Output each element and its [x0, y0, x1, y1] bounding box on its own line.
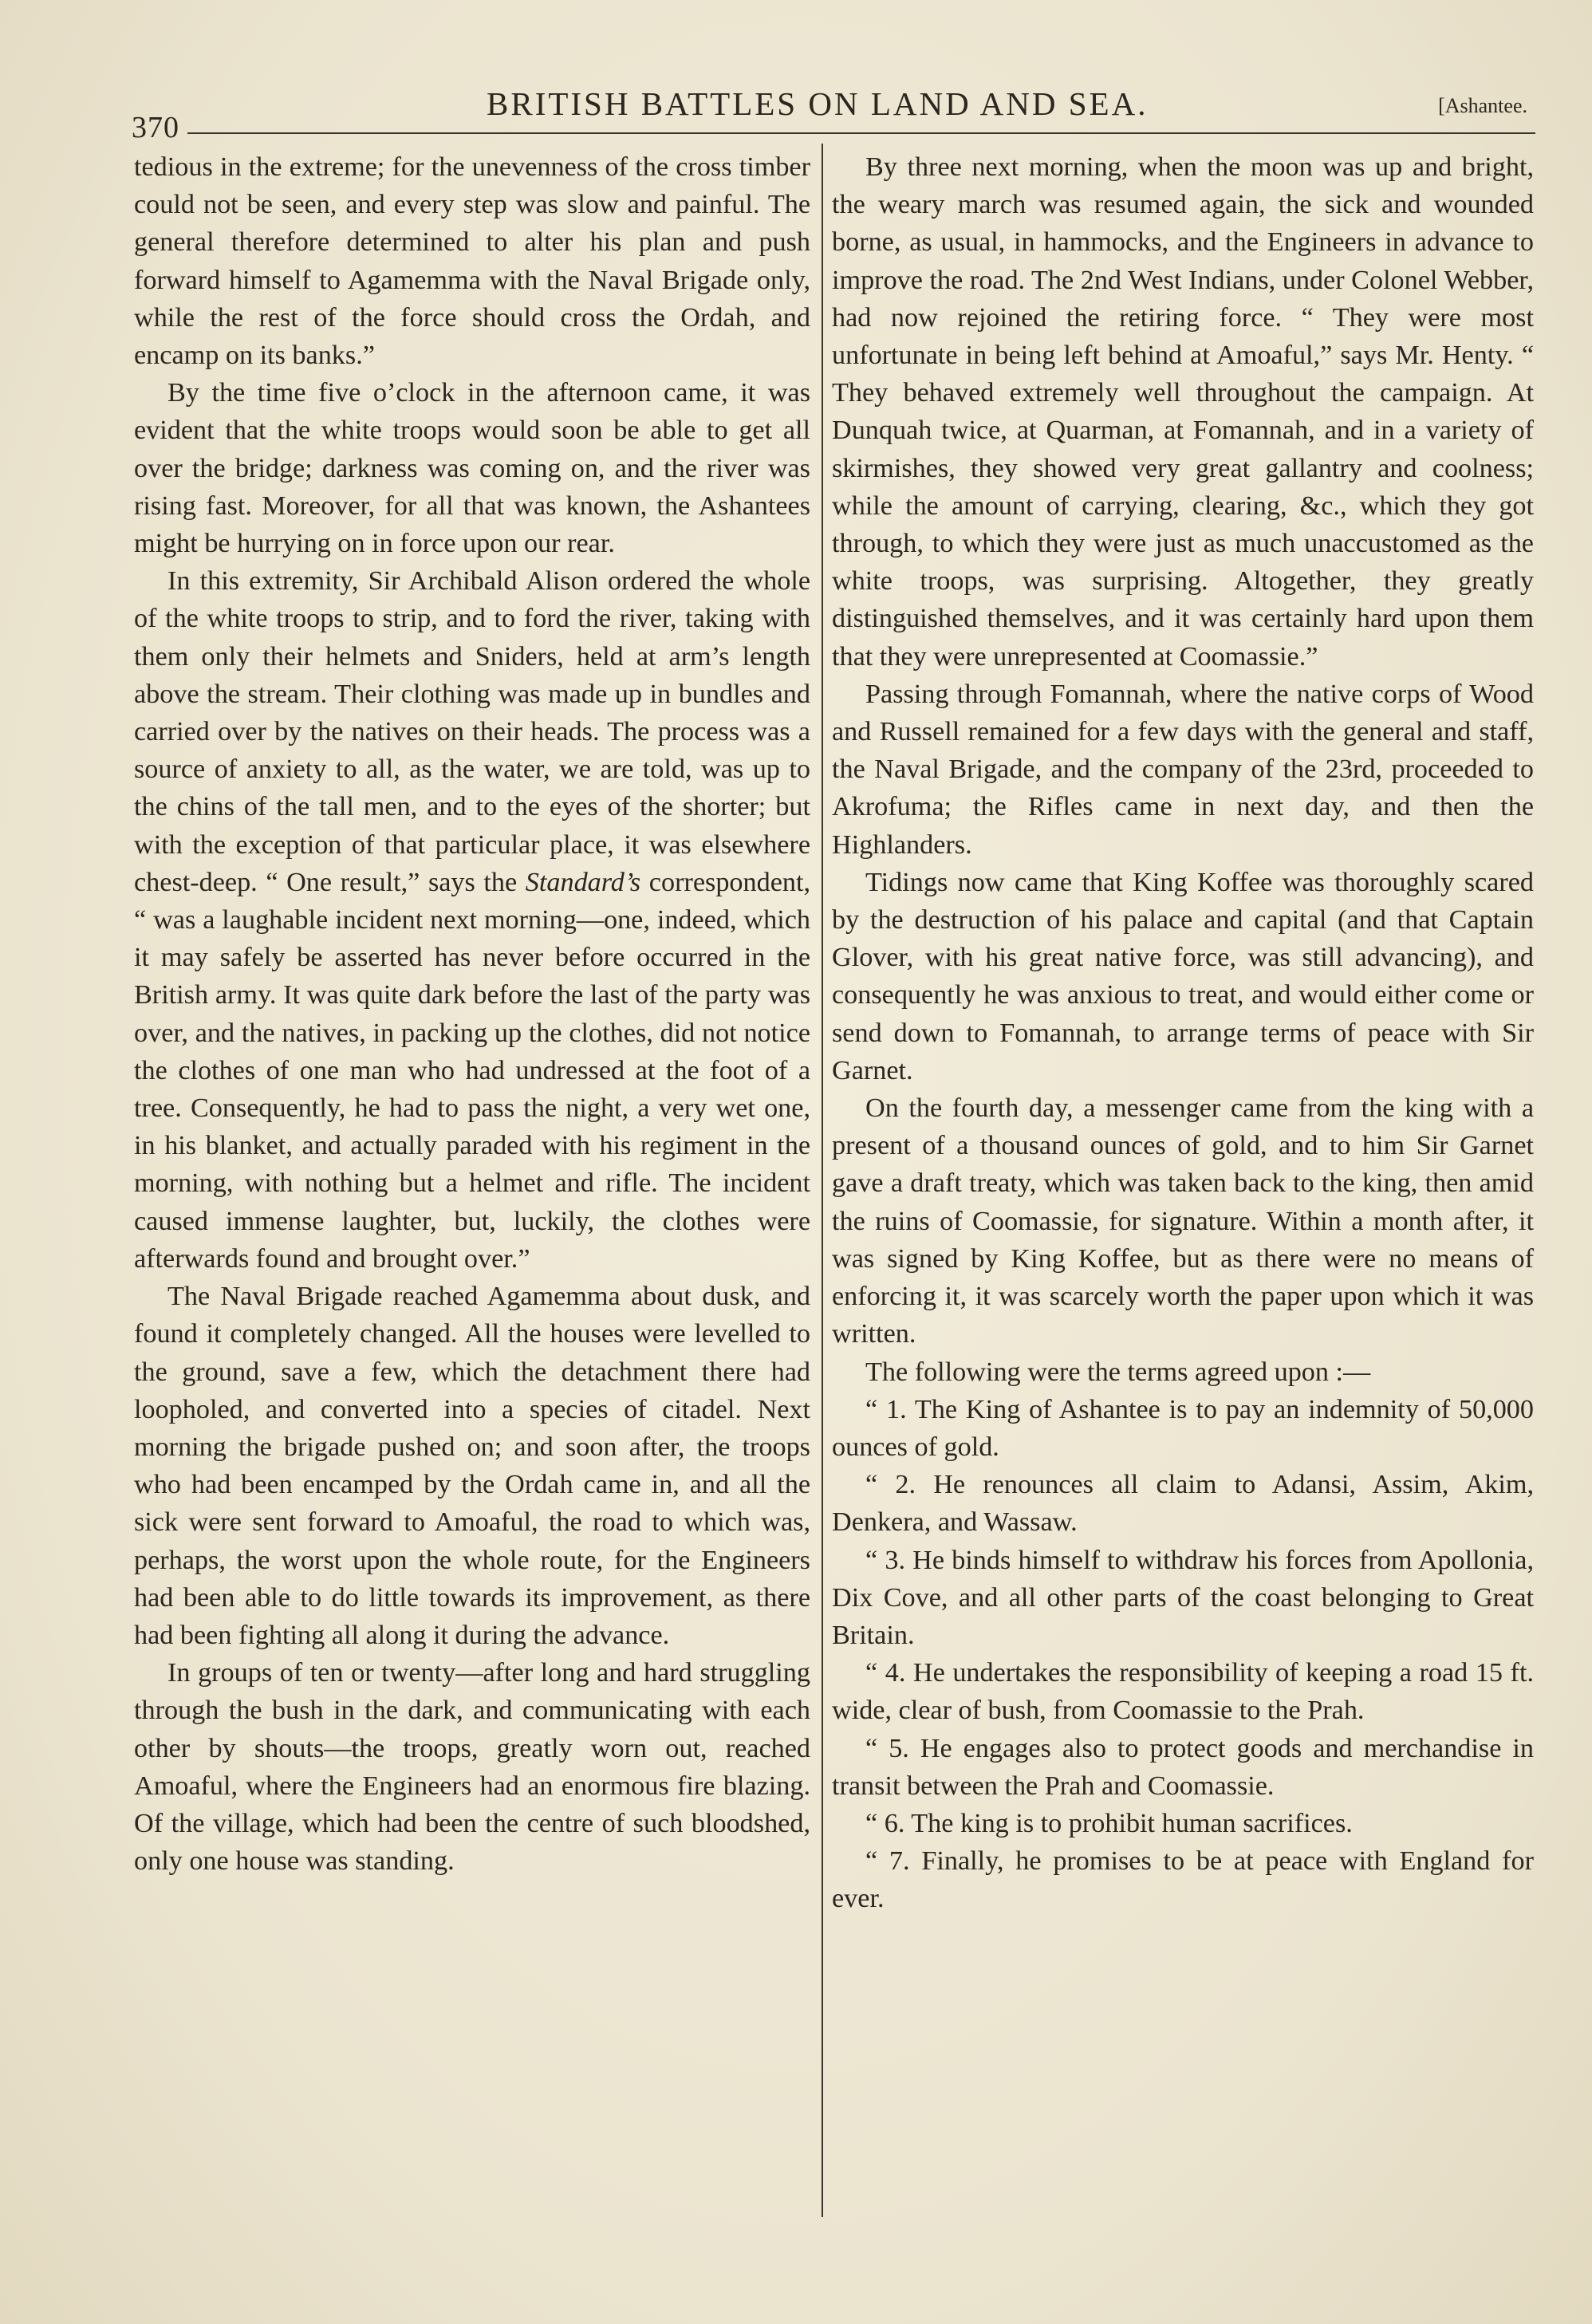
treaty-term: “ 5. He engages also to protect goods and merchandise in transit between the Prah and Coomassie.: [832, 1733, 1534, 1801]
paragraph-text: In this extremity, Sir Archibald Alison ordered the whole of the white troops to strip, and to ford the river, taking with them only their helmets and Sniders, held at arm’s length above the stream. Their clothing was made up in bundles and carried over by the natives on their heads. The process was a source of anxiety to all, as the water, we are told, was up to the chins of the tall men, and to the eyes of the shorter; but with the exception of that particular place, it was elsewhere chest-deep.: [134, 566, 810, 897]
page-header: [132, 80, 1535, 144]
section-tag: [Ashantee.: [1438, 94, 1527, 117]
paragraph: Passing through Fomannah, where the native corps of Wood and Russell remained for a few days with the general and staff, the Naval Brigade, and the company of the 23rd, proceeded to Akrofuma; the Rifles came in next day, and then the Highlanders.: [832, 679, 1534, 860]
paragraph: On the fourth day, a messenger came from the king with a present of a thousand ounces of gold, and to him Sir Garnet gave a draft treaty, which was taken back to the king, then amid the ruins of Coomassie, for signature. Within a month after, it was signed by King Koffee, but as there were no means of enforcing it, it was scarcely worth the paper upon which it was written.: [832, 1093, 1534, 1349]
treaty-term: “ 3. He binds himself to withdraw his forces from Apollonia, Dix Cove, and all other parts of the coast belonging to Great Britain.: [832, 1545, 1534, 1650]
running-title: BRITISH BATTLES ON LAND AND SEA.: [487, 85, 1149, 122]
paragraph: By three next morning, when the moon was up and bright, the weary march was resumed again, the sick and wounded borne, as usual, in hammocks, and the Engineers in advance to improve the road. The 2nd West Indians, under Colonel Webber, had now rejoined the retiring force. “ They were most unfortunate in being left behind at Amoaful,” says Mr. Henty. “ They behaved extremely well throughout the campaign. At Dunquah twice, at Quarman, at Fomannah, and in a variety of skirmishes, they showed very great gallantry and coolness; while the amount of carrying, clearing, &c., which they got through, to which they were just as much unaccustomed as the white troops, was surprising. Altogether, they greatly distinguished themselves, and it was certainly hard upon them that they were unrepresented at Coomassie.”: [832, 152, 1534, 672]
quote-start: “ One result,” says the: [266, 867, 518, 897]
newspaper-title: Standard’s: [525, 867, 641, 897]
column-divider: [822, 144, 823, 2217]
treaty-term: “ 7. Finally, he promises to be at peace with England for ever.: [832, 1846, 1534, 1914]
header-rule: [187, 132, 1535, 134]
quote-text: correspondent, “ was a laughable incident next morning—one, indeed, which it may safely be asserted has never before occurred in the British army. It was quite dark before the last of the party was over, and the natives, in packing up the clothes, did not notice the clothes of one man who had undressed at the foot of a tree. Consequently, he had to pass the night, a very wet one, in his blanket, and actually paraded with his regiment in the morning, with nothing but a helmet and rifle. The incident caused immense laughter, but, luckily, the clothes were afterwards found and brought over.”: [134, 867, 811, 1274]
paragraph: tedious in the extreme; for the unevenness of the cross timber could not be seen, and every step was slow and painful. The general therefore determined to alter his plan and push forward himself to Agamemma with the Naval Brigade only, while the rest of the force should cross the Ordah, and encamp on its banks.”: [134, 152, 810, 371]
treaty-term: “ 4. He undertakes the responsibility of keeping a road 15 ft. wide, clear of bush, from Coomassie to the Prah.: [832, 1658, 1534, 1726]
right-column: [832, 148, 1534, 1918]
treaty-term: “ 2. He renounces all claim to Adansi, Assim, Akim, Denkera, and Wassaw.: [832, 1470, 1534, 1538]
paragraph: The following were the terms agreed upon :—: [865, 1357, 1371, 1387]
treaty-term: “ 6. The king is to prohibit human sacrifices.: [865, 1808, 1353, 1838]
left-column: [134, 148, 810, 1880]
paragraph: By the time five o’clock in the afternoon came, it was evident that the white troops would soon be able to get all over the bridge; darkness was coming on, and the river was rising fast. Moreover, for all that was known, the Ashantees might be hurrying on in force upon our rear.: [134, 378, 810, 559]
paragraph: In groups of ten or twenty—after long and hard struggling through the bush in the dark, and communicating with each other by shouts—the troops, greatly worn out, reached Amoaful, where the Engineers had an enormous fire blazing. Of the village, which had been the centre of such bloodshed, only one house was standing.: [134, 1658, 810, 1877]
paragraph: Tidings now came that King Koffee was thoroughly scared by the destruction of his palace and capital (and that Captain Glover, with his great native force, was still advancing), and consequently he was anxious to treat, and would either come or send down to Fomannah, to arrange terms of peace with Sir Garnet.: [832, 867, 1534, 1085]
paragraph: [134, 562, 810, 1278]
paragraph: The Naval Brigade reached Agamemma about dusk, and found it completely changed. All the houses were levelled to the ground, save a few, which the detachment there had loopholed, and converted into a species of citadel. Next morning the brigade pushed on; and soon after, the troops who had been encamped by the Ordah came in, and all the sick were sent forward to Amoaful, the road to which was, perhaps, the worst upon the whole route, for the Engineers had been able to do little towards its improvement, as there had been fighting all along it during the advance.: [134, 1282, 810, 1650]
page-number: 370: [132, 111, 179, 144]
treaty-term: “ 1. The King of Ashantee is to pay an indemnity of 50,000 ounces of gold.: [832, 1394, 1534, 1462]
